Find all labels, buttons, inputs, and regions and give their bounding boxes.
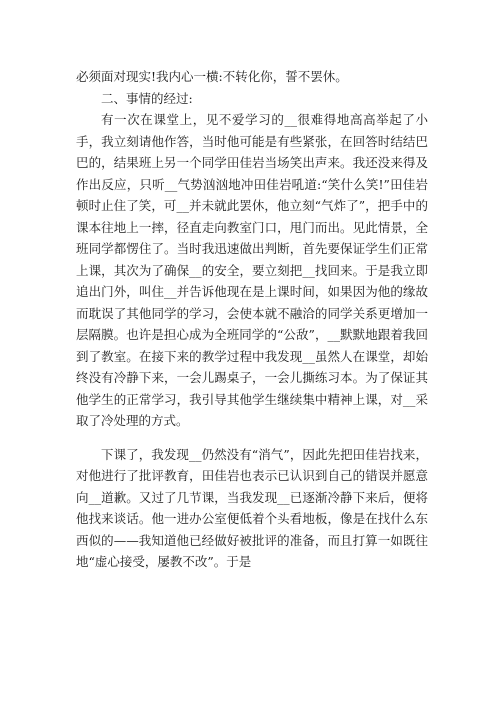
document-body: [76, 66, 428, 573]
paragraph: 有一次在课堂上，见不爱学习的__很难得地高高举起了小手，我立刻请他作答，当时他可能是有些紧张，在回答时结结巴巴的，结果班上另一个同学田佳岩当场笑出声来。我还没来得及作出反应，只听__气势汹汹地冲田佳岩吼道:“笑什么笑!”田佳岩顿时止住了笑，可__并未就此罢休，他立刻“气炸了”，把手中的课本往地上一摔，径直走向教室门口，甩门而出。见此情景，全班同学都愣住了。当时我迅速做出判断，首先要保证学生们正常上课，其次为了确保__的安全，要立刻把__找回来。于是我立即追出门外，叫住__并告诉他现在是上课时间，如果因为他的缘故而耽误了其他同学的学习，会使本就不融洽的同学关系更增加一层隔膜。也许是担心成为全班同学的“公敌”，__默默地跟着我回到了教室。在接下来的教学过程中我发现__虽然人在课堂，却始终没有冷静下来，一会儿踢桌子，一会儿撕练习本。为了保证其他学生的正常学习，我引导其他学生继续集中精神上课，对__采取了冷处理的方式。: [76, 112, 428, 428]
section-heading: 二、事情的经过:: [101, 90, 193, 106]
paragraph: 下课了，我发现__仍然没有“消气”，因此先把田佳岩找来，对他进行了批评教育，田佳岩也表示已认识到自己的错误并愿意向__道歉。又过了几节课，当我发现__已逐渐冷静下来后，便将他找来谈话。他一进办公室便低着个头看地板，像是在找什么东西似的——我知道他已经做好被批评的准备，而且打算一如既往地“虚心接受，屡教不改”。于是: [76, 446, 428, 569]
text-line: 必须面对现实!我内心一横:不转化你，誓不罢休。: [76, 69, 348, 84]
